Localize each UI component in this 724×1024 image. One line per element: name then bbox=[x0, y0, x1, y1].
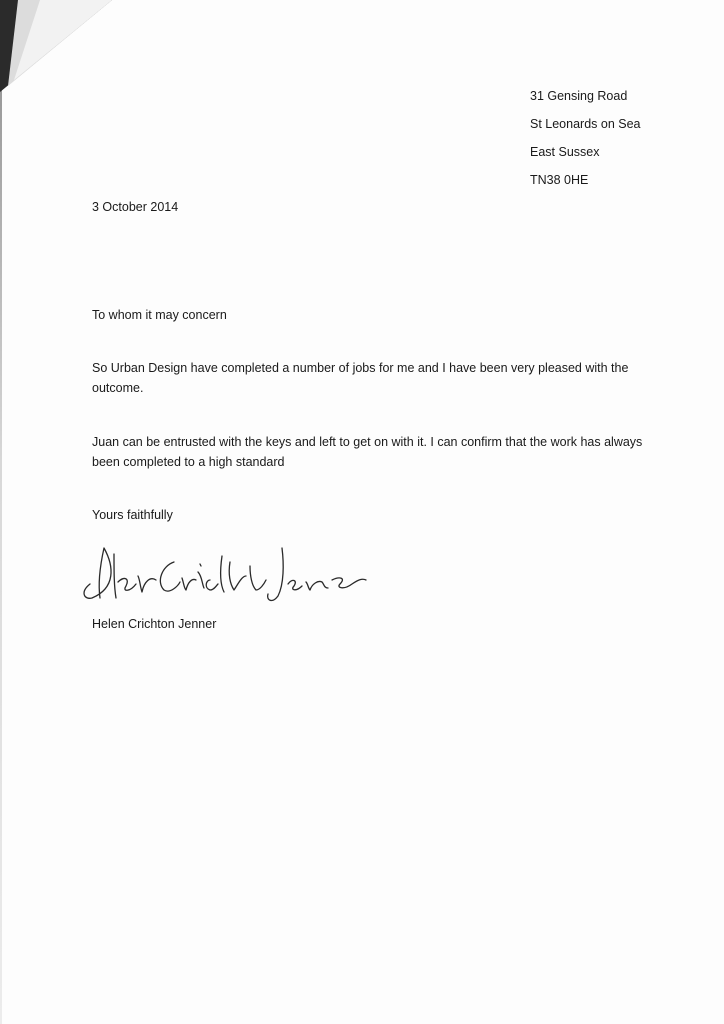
signatory-name: Helen Crichton Jenner bbox=[92, 617, 217, 631]
handwritten-signature bbox=[70, 536, 370, 608]
closing: Yours faithfully bbox=[92, 508, 173, 522]
sender-address bbox=[530, 86, 641, 198]
address-line-3: East Sussex bbox=[530, 145, 600, 159]
address-line-1: 31 Gensing Road bbox=[530, 89, 628, 103]
salutation: To whom it may concern bbox=[92, 308, 227, 322]
paragraph-1: So Urban Design have completed a number of jobs for me and I have been very pleased with the outcome. bbox=[92, 361, 629, 395]
address-line-4: TN38 0HE bbox=[530, 173, 589, 187]
folded-corner-icon bbox=[0, 0, 120, 110]
paragraph-2: Juan can be entrusted with the keys and left to get on with it. I can confirm that the work has always been completed to a high standard bbox=[92, 435, 643, 469]
address-line-2: St Leonards on Sea bbox=[530, 117, 641, 131]
scan-edge bbox=[0, 90, 2, 1024]
letter-date: 3 October 2014 bbox=[92, 200, 179, 214]
